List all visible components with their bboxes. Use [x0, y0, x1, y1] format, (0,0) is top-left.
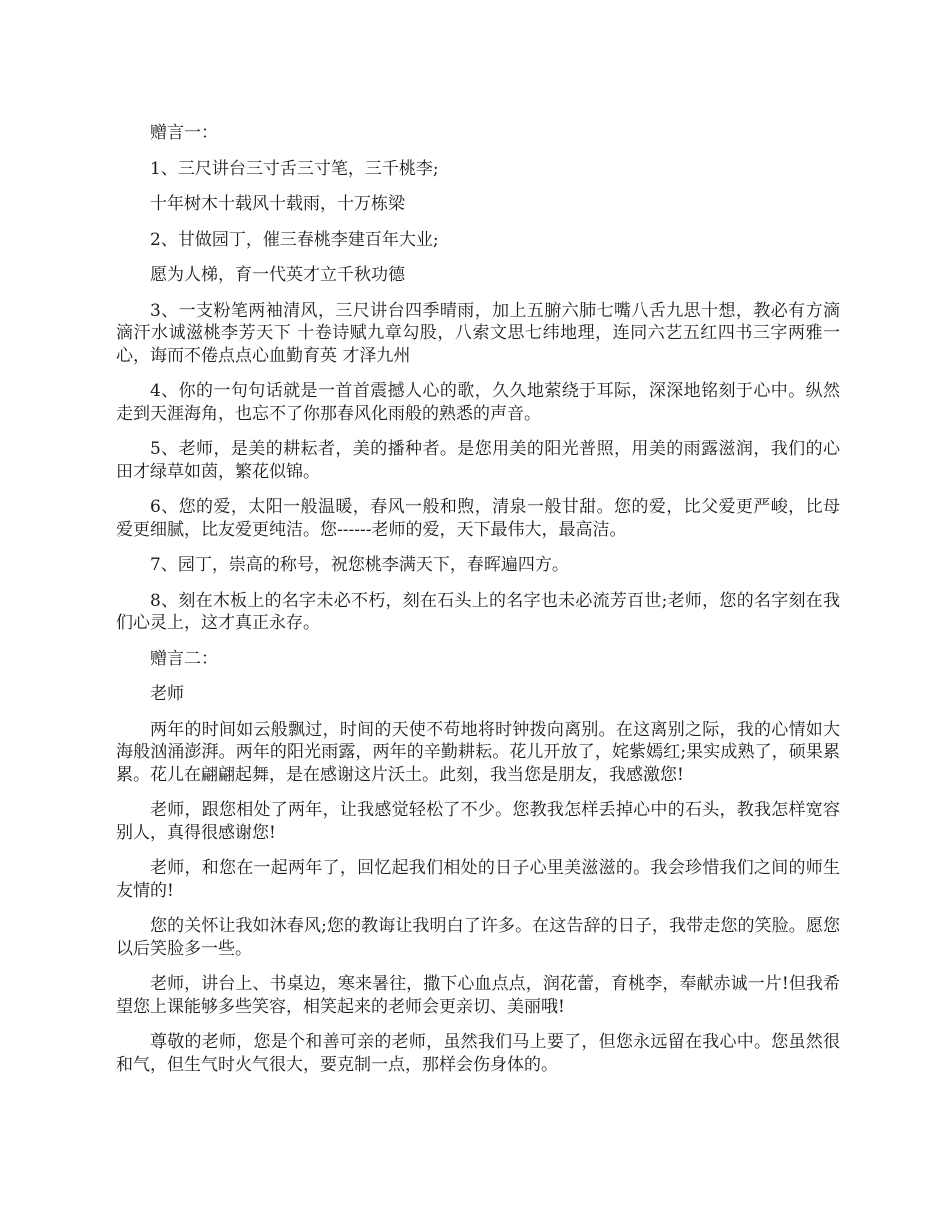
- letter-salutation: 老师: [150, 684, 184, 704]
- paragraph: 7、园丁，崇高的称号，祝您桃李满天下，春晖遍四方。: [150, 555, 569, 575]
- document-body: [116, 122, 840, 1089]
- paragraph: 3、一支粉笔两袖清风，三尺讲台四季晴雨，加上五腑六肺七嘴八舌九思十想，教必有方滴滴汗水诚滋桃李芳天下 十卷诗赋九章勾股，八索文思七纬地理，连同六艺五红四书三字两雅一心，诲而不倦点点心血勤育英 才泽九州: [116, 300, 840, 366]
- paragraph: 老师，讲台上、书桌边，寒来暑往，撒下心血点点，润花蕾，育桃李，奉献赤诚一片!但我希望您上课能够多些笑容，相笑起来的老师会更亲切、美丽哦!: [116, 974, 840, 1017]
- paragraph: 十年树木十载风十载雨，十万栋梁: [150, 194, 405, 214]
- paragraph: 6、您的爱，太阳一般温暖，春风一般和煦，清泉一般甘甜。您的爱，比父爱更严峻，比母爱更细腻，比友爱更纯洁。您------老师的爱，天下最伟大，最高洁。: [116, 497, 840, 540]
- paragraph: 两年的时间如云般飘过，时间的天使不苟地将时钟拨向离别。在这离别之际，我的心情如大海般汹涌澎湃。两年的阳光雨露，两年的辛勤耕耘。花儿开放了，姹紫嫣红;果实成熟了，硕果累累。花儿在翩翩起舞，是在感谢这片沃土。此刻，我当您是朋友，我感激您!: [116, 719, 840, 785]
- paragraph: 老师，和您在一起两年了，回忆起我们相处的日子心里美滋滋的。我会珍惜我们之间的师生友情的!: [116, 858, 840, 901]
- paragraph: 尊敬的老师，您是个和善可亲的老师，虽然我们马上要了，但您永远留在我心中。您虽然很和气，但生气时火气很大，要克制一点，那样会伤身体的。: [116, 1032, 840, 1075]
- paragraph: 愿为人梯，育一代英才立千秋功德: [150, 265, 405, 285]
- paragraph: 5、老师，是美的耕耘者，美的播种者。是您用美的阳光普照，用美的雨露滋润，我们的心田才绿草如茵，繁花似锦。: [116, 439, 840, 482]
- paragraph: 2、甘做园丁，催三春桃李建百年大业;: [150, 229, 439, 250]
- paragraph: 4、你的一句句话就是一首首震撼人心的歌，久久地萦绕于耳际，深深地铭刻于心中。纵然走到天涯海角，也忘不了你那春风化雨般的熟悉的声音。: [116, 381, 840, 424]
- paragraph: 老师，跟您相处了两年，让我感觉轻松了不少。您教我怎样丢掉心中的石头，教我怎样宽容别人，真得很感谢您!: [116, 800, 840, 843]
- paragraph: 您的关怀让我如沐春风;您的教诲让我明白了许多。在这告辞的日子，我带走您的笑脸。愿您以后笑脸多一些。: [116, 916, 840, 959]
- section-heading-1: 赠言一：: [150, 123, 218, 143]
- section-heading-2: 赠言二：: [150, 648, 218, 669]
- paragraph: 8、刻在木板上的名字未必不朽，刻在石头上的名字也未必流芳百世;老师，您的名字刻在我们心灵上，这才真正永存。: [116, 590, 840, 633]
- paragraph: 1、三尺讲台三寸舌三寸笔，三千桃李;: [150, 158, 439, 179]
